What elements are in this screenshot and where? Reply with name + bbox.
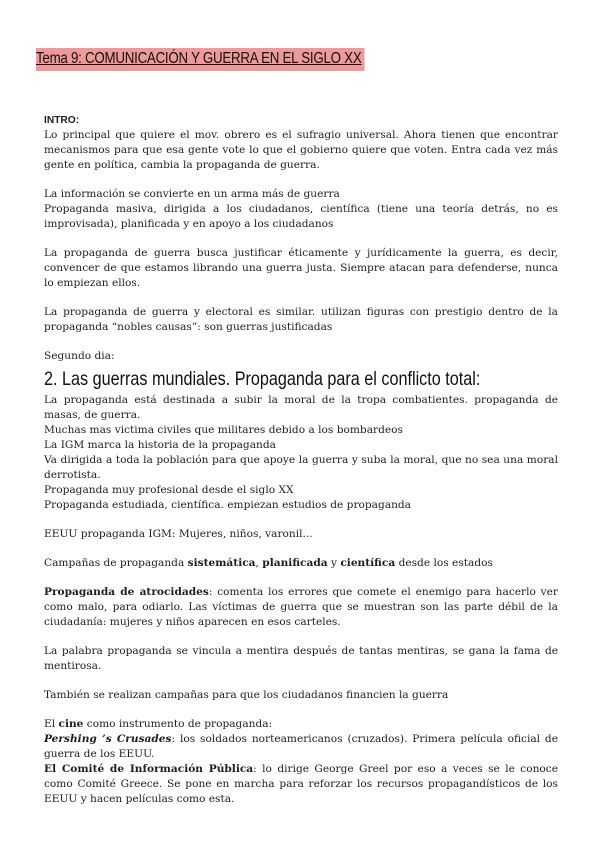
campanas-suffix: desde los estados xyxy=(395,557,493,569)
document-body xyxy=(44,113,558,807)
palabra-propaganda-paragraph: La palabra propaganda se vincula a mentira después de tantas mentiras, se gana la fama de mentirosa. xyxy=(44,645,558,672)
campanas-bold-sistematica: sistemática xyxy=(187,557,256,569)
pershing-text: : los soldados norteamericanos (cruzados). Primera película oficial de guerra de los EEUU. xyxy=(44,733,558,760)
comite-paragraph xyxy=(44,762,558,807)
section-2-line-1: La propaganda está destinada a subir la moral de la tropa combatientes. propaganda de masas, de guerra. xyxy=(44,394,558,421)
cine-suffix: como instrumento de propaganda: xyxy=(83,718,273,730)
section-2-line-3: La IGM marca la historia de la propaganda xyxy=(44,439,276,451)
atrocidades-paragraph xyxy=(44,585,558,630)
cine-term: cine xyxy=(58,718,84,730)
intro-paragraph-2-line-2: Propaganda masiva, dirigida a los ciudadanos, científica (tiene una teoría detrás, no es improvisada), planificada y en apoyo a los ciudadanos xyxy=(44,203,558,230)
title-block xyxy=(36,48,418,71)
atrocidades-text: : comenta los errores que comete el enemigo para hacerlo ver como malo, para odiarlo. Las víctimas de guerra que se muestran son las parte débil de la ciudadanía: mujeres y niños aparecen en esos carteles. xyxy=(44,586,558,628)
section-2-heading: 2. Las guerras mundiales. Propaganda para el conflicto total: xyxy=(44,368,481,390)
section-2-line-4: Va dirigida a toda la población para que apoye la guerra y suba la moral, que no sea una moral derrotista. xyxy=(44,454,558,481)
section-2-line-2: Muchas mas victima civiles que militares debido a los bombardeos xyxy=(44,424,403,436)
intro-paragraph-2-line-1: La información se convierte en un arma más de guerra xyxy=(44,188,340,200)
intro-heading: INTRO: xyxy=(44,115,80,126)
eeuu-propaganda-line: EEUU propaganda IGM: Mujeres, niños, varonil... xyxy=(44,528,313,540)
campanas-separator-2: y xyxy=(327,557,341,569)
intro-paragraph-3: La propaganda de guerra busca justificar éticamente y jurídicamente la guerra, es decir, convencer de que estamos librando una guerra justa. Siempre atacan para defenderse, nunca lo empiezan ellos. xyxy=(44,247,558,289)
comite-term: El Comité de Información Pública xyxy=(44,763,254,775)
page-title: Tema 9: COMUNICACIÓN Y GUERRA EN EL SIGLO XX xyxy=(36,48,365,71)
campanas-separator-1: , xyxy=(255,557,263,569)
intro-paragraph-1: Lo principal que quiere el mov. obrero es el sufragio universal. Ahora tienen que encontrar mecanismos para que esa gente vote lo que el gobierno quiere que voten. Entra cada vez más gente en política, cambia la propaganda de guerra. xyxy=(44,129,558,171)
section-2-line-5: Propaganda muy profesional desde el siglo XX xyxy=(44,484,294,496)
segundo-dia-label: Segundo dia: xyxy=(44,350,115,362)
comite-text: : lo dirige George Greel por eso a veces se le conoce como Comité Greece. Se pone en marcha para reforzar los recursos propagandísticos de los EEUU y hacen películas como esta. xyxy=(44,763,558,805)
cine-prefix: El xyxy=(44,718,59,730)
pershing-paragraph xyxy=(44,732,558,762)
campanas-prefix: Campañas de propaganda xyxy=(44,557,188,569)
section-2-line-6: Propaganda estudiada, científica. empiezan estudios de propaganda xyxy=(44,499,411,511)
cine-line xyxy=(44,717,558,732)
financien-guerra-line: También se realizan campañas para que los ciudadanos financien la guerra xyxy=(44,689,449,701)
campanas-bold-cientifica: científica xyxy=(340,557,396,569)
intro-paragraph-4: La propaganda de guerra y electoral es similar. utilizan figuras con prestigio dentro de la propaganda “nobles causas”: son guerras justificadas xyxy=(44,306,558,333)
pershing-film-title: Pershing ’s Crusades xyxy=(44,733,172,745)
atrocidades-term: Propaganda de atrocidades xyxy=(44,586,209,598)
campanas-bold-planificada: planificada xyxy=(262,557,328,569)
campanas-line xyxy=(44,556,558,571)
